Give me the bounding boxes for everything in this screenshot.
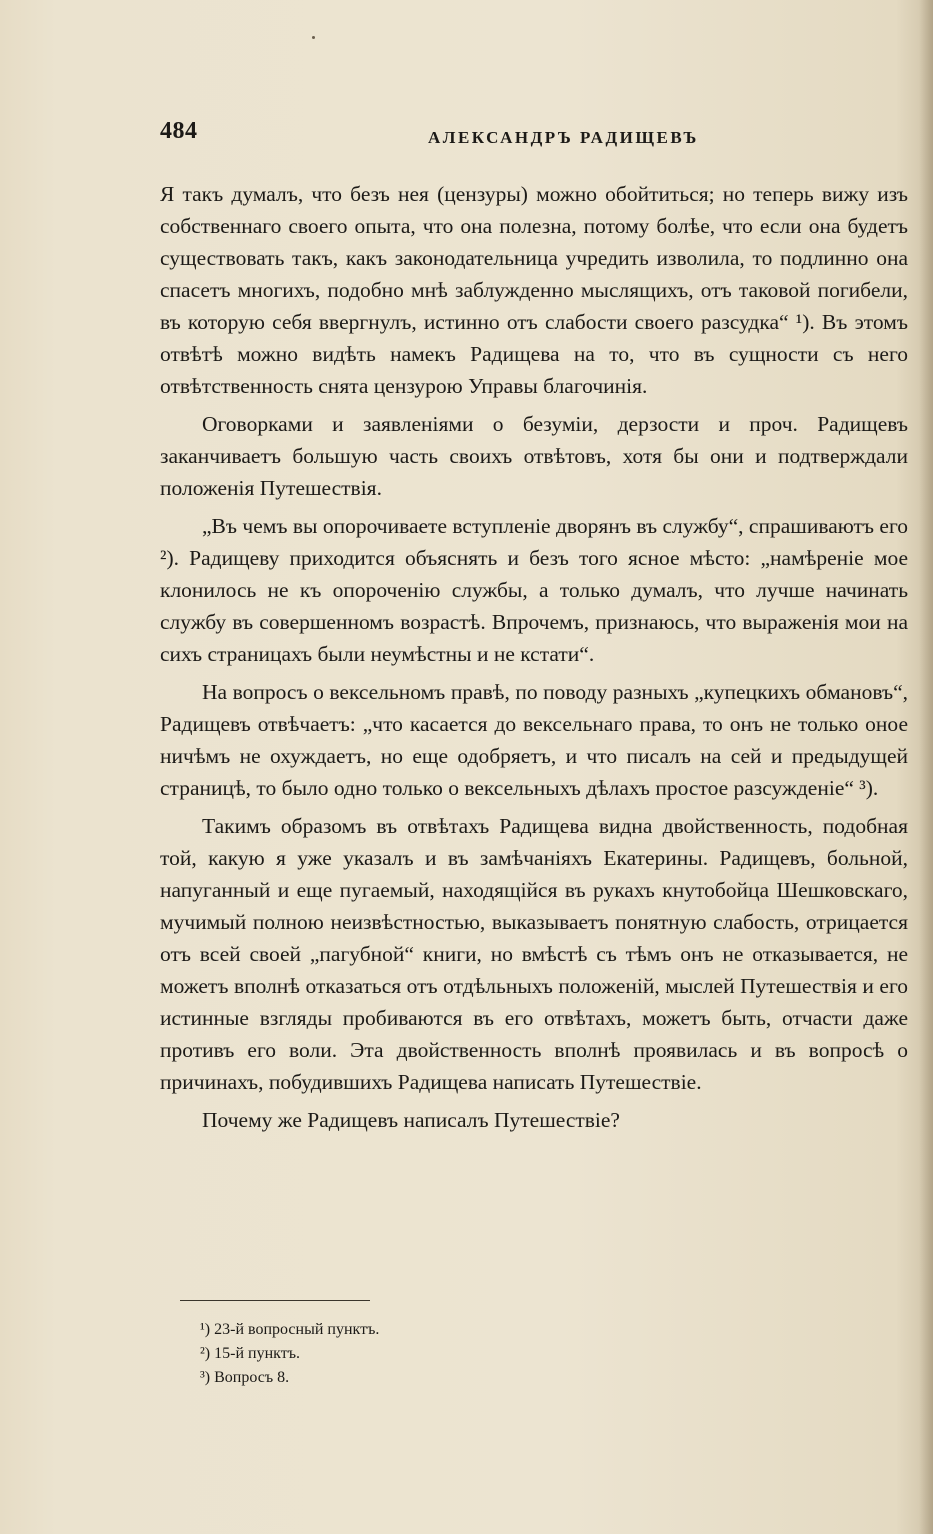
paragraph: На вопросъ о вексельномъ правѣ, по поводу разныхъ „купецкихъ обмановъ“, Радищевъ отвѣчаетъ: „что касается до вексельнаго права, то онъ не только оное ничѣмъ не охуждаетъ, но еще одобряетъ, и что писалъ на сей и предыдущей страницѣ, то было одно только о вексельныхъ дѣлахъ простое разсужденіе“ ³). [160, 680, 908, 800]
paragraph: Оговорками и заявленіями о безуміи, дерзости и проч. Радищевъ заканчиваетъ большую часть своихъ отвѣтовъ, хотя бы они и подтверждали положенія Путешествія. [160, 412, 908, 500]
paragraph: Я такъ думалъ, что безъ нея (цензуры) можно обойтиться; но теперь вижу изъ собственнаго своего опыта, что она полезна, потому болѣе, что если она будетъ существовать такъ, какъ законодательница учредить изволила, то подлинно она спасетъ многихъ, подобно мнѣ заблужденно мыслящихъ, отъ таковой погибели, въ которую себя ввергнулъ, истинно отъ слабости своего разсудка“ ¹). Въ этомъ отвѣтѣ можно видѣть намекъ Радищева на то, что въ сущности съ него отвѣтственность снята цензурою Управы благочинія. [160, 182, 908, 398]
footnote [200, 1366, 700, 1390]
paragraph: Почему же Радищевъ написалъ Путешествіе? [202, 1108, 620, 1132]
footnote [200, 1318, 700, 1342]
running-title: АЛЕКСАНДРЪ РАДИЩЕВЪ [428, 128, 699, 147]
footnote-text: Вопросъ 8. [214, 1369, 290, 1386]
footnote [200, 1342, 700, 1366]
footnotes [200, 1318, 700, 1390]
footnote-mark: ³) [200, 1369, 211, 1386]
footnote-mark: ²) [200, 1345, 211, 1362]
page-number: 484 [160, 118, 198, 144]
paragraph: Такимъ образомъ въ отвѣтахъ Радищева видна двойственность, подобная той, какую я уже указалъ и въ замѣчаніяхъ Екатерины. Радищевъ, больной, напуганный и еще пугаемый, находящійся въ рукахъ кнутобойца Шешковскаго, мучимый полною неизвѣстностью, выказываетъ понятную слабость, отрицается отъ всей своей „пагубной“ книги, но вмѣстѣ съ тѣмъ онъ не отказывается, не можетъ вполнѣ отказаться отъ отдѣльныхъ положеній, мыслей Путешествія и его истинные взгляды пробиваются въ его отвѣтахъ, можетъ быть, отчасти даже противъ его воли. Эта двойственность вполнѣ проявилась и въ вопросѣ о причинахъ, побудившихъ Радищева написать Путешествіе. [160, 814, 908, 1094]
page-edge-shadow [919, 0, 933, 1534]
paragraph: „Въ чемъ вы опорочиваете вступленіе дворянъ въ службу“, спрашиваютъ его ²). Радищеву приходится объяснять и безъ того ясное мѣсто: „намѣреніе мое клонилось не къ опороченію службы, а только думалъ, что лучше начинать службу въ совершенномъ возрастѣ. Впрочемъ, признаюсь, что выраженія мои на сихъ страницахъ были неумѣстны и не кстати“. [160, 514, 908, 666]
paper-speck [312, 36, 315, 39]
footnote-mark: ¹) [200, 1321, 211, 1338]
page-header [160, 118, 908, 154]
footnote-text: 15-й пунктъ. [214, 1345, 300, 1362]
footnote-divider [180, 1300, 370, 1301]
body-text [160, 178, 908, 1136]
footnote-text: 23-й вопросный пунктъ. [214, 1321, 380, 1338]
